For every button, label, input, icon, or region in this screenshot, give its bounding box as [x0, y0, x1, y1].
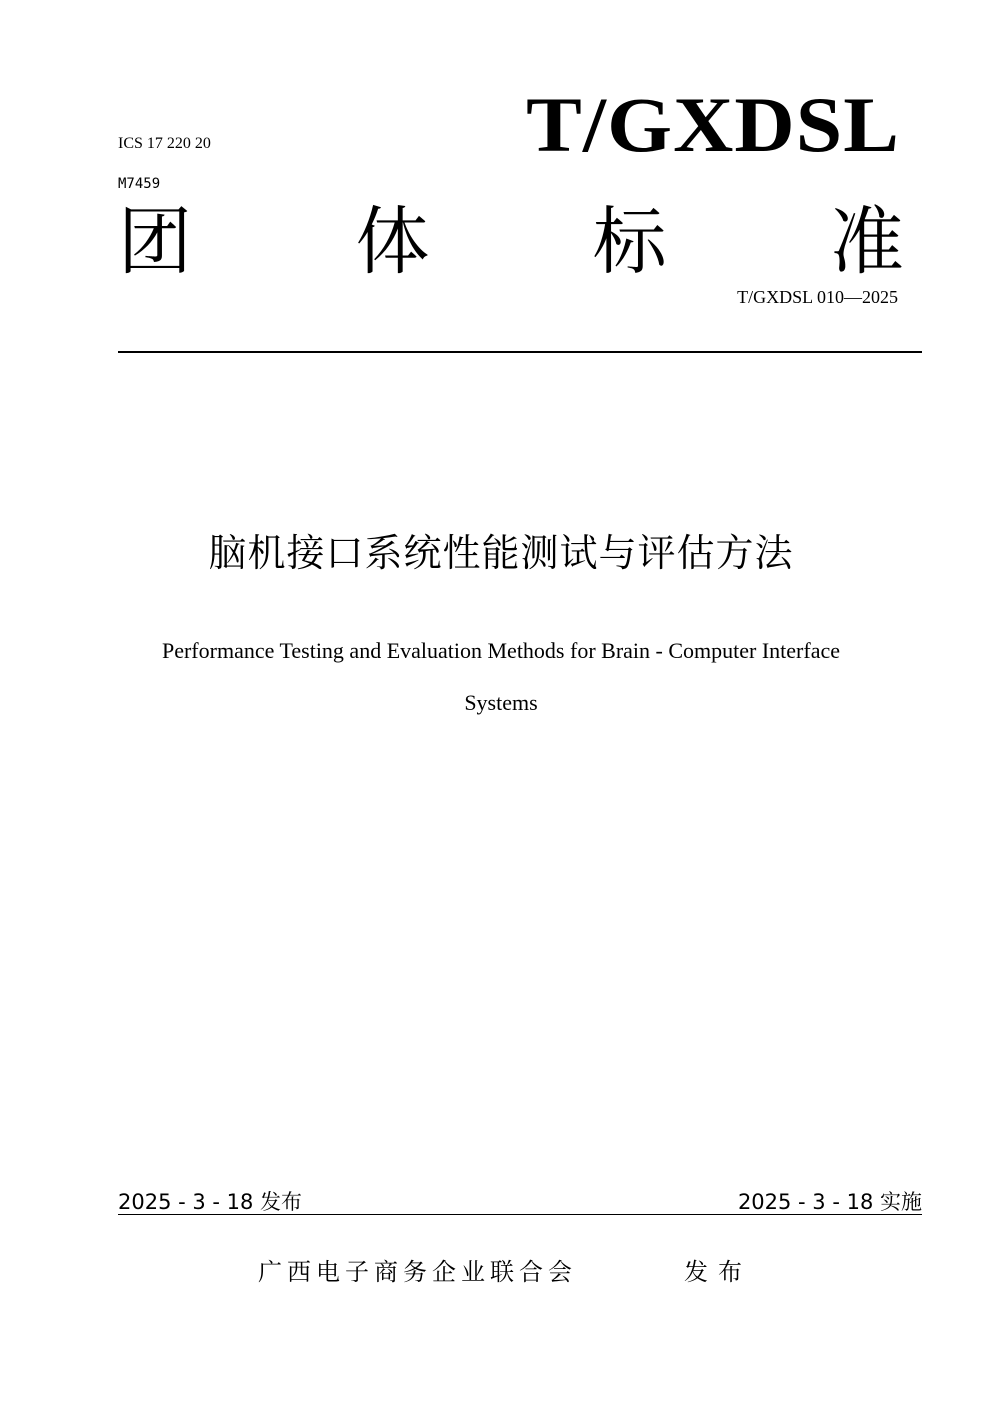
publisher-name: 广西电子商务企业联合会 — [258, 1258, 577, 1286]
issue-date: 2025 - 3 - 18 发布 — [118, 1190, 303, 1214]
standard-type-char: 准 — [829, 199, 904, 285]
document-title-chinese: 脑机接口系统性能测试与评估方法 — [208, 531, 794, 575]
ics-code: ICS 17 220 20 — [118, 135, 211, 152]
document-title-english-line2: Systems — [464, 690, 538, 715]
standard-type-heading — [118, 200, 904, 284]
standard-type-char: 标 — [592, 199, 667, 285]
document-title-english-line1: Performance Testing and Evaluation Methods for Brain - Computer Interface — [161, 638, 840, 663]
standard-brand-mark: T/GXDSL — [526, 81, 900, 168]
footer-divider — [118, 1214, 922, 1215]
standard-type-char: 团 — [118, 199, 192, 285]
classification-code: M7459 — [118, 176, 161, 192]
standard-number: T/GXDSL 010—2025 — [737, 287, 898, 307]
publish-label: 发布 — [684, 1258, 752, 1286]
header-divider — [118, 351, 922, 353]
implementation-date: 2025 - 3 - 18 实施 — [737, 1190, 922, 1214]
standard-type-char: 体 — [355, 199, 430, 285]
